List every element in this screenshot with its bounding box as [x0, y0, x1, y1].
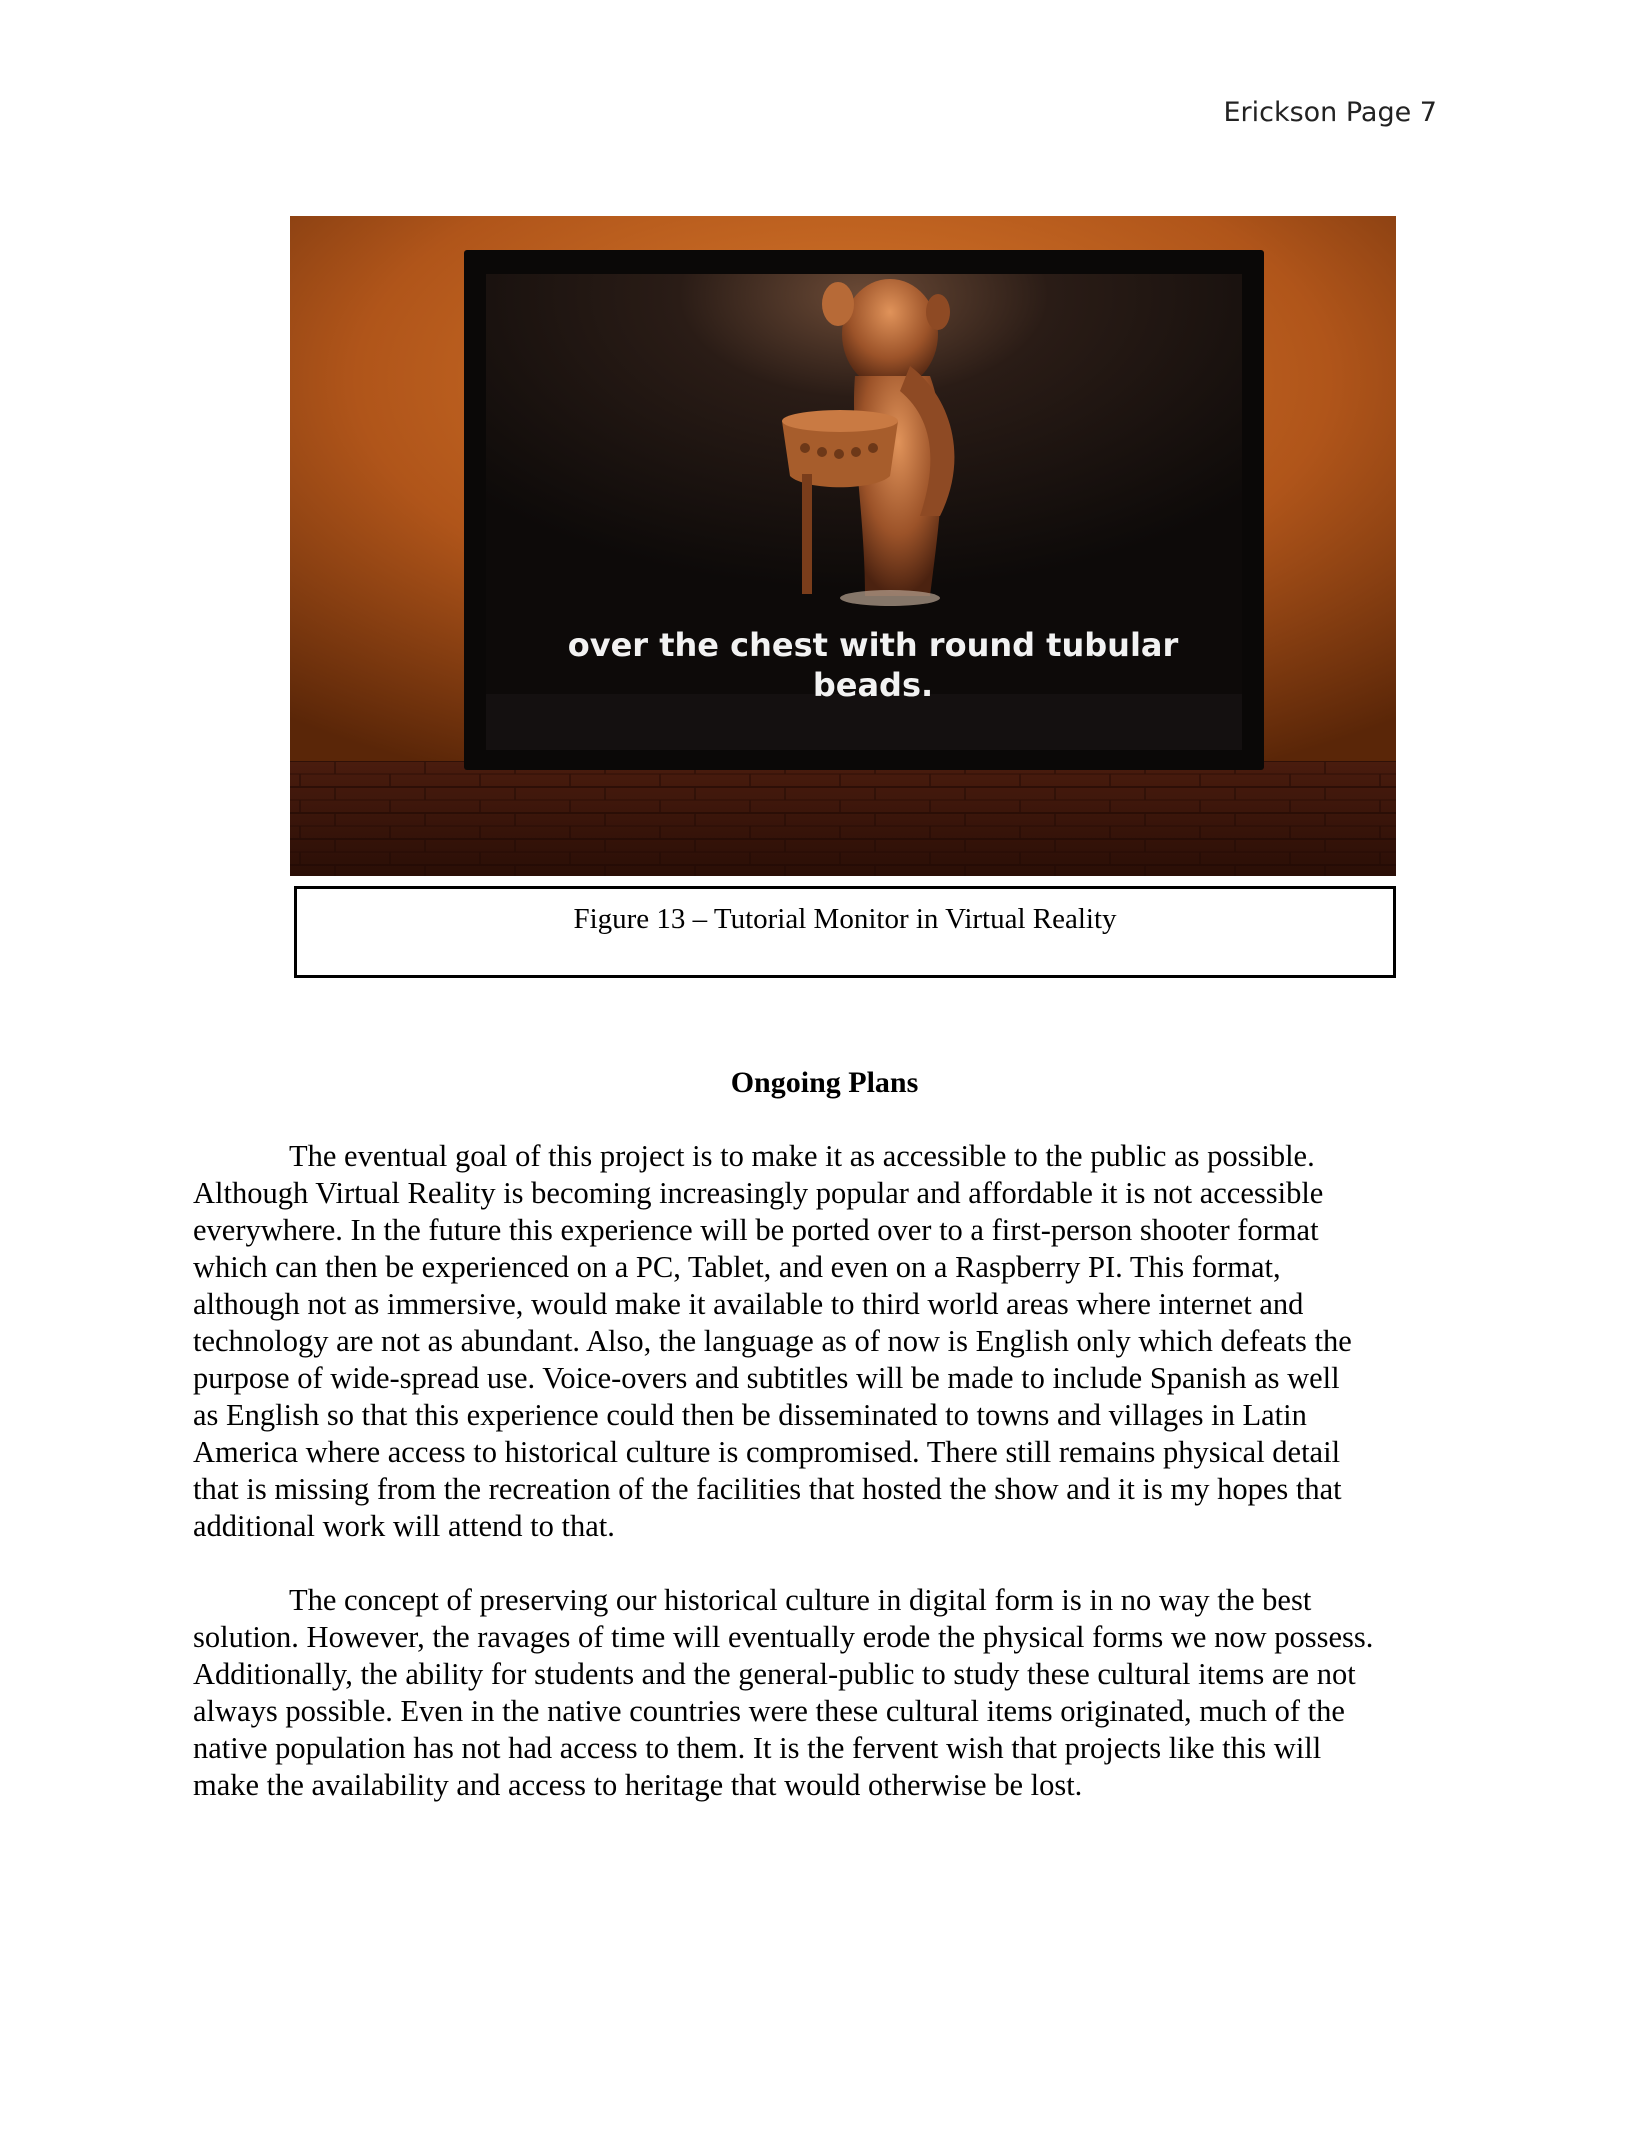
paragraph-line: The concept of preserving our historical culture in digital form is in no way the best [289, 1583, 1312, 1617]
figure-caption: Figure 13 – Tutorial Monitor in Virtual Reality [573, 903, 1117, 935]
running-header: Erickson Page 7 [1223, 97, 1437, 128]
paragraph-line: Although Virtual Reality is becoming increasingly popular and affordable it is not accessible [193, 1176, 1324, 1210]
figure-image [290, 216, 1396, 876]
figure-caption-box [294, 886, 1396, 978]
section-heading: Ongoing Plans [730, 1066, 919, 1099]
paragraph-line: always possible. Even in the native countries were these cultural items originated, much of the [193, 1694, 1345, 1728]
paragraph-line: native population has not had access to them. It is the fervent wish that projects like this will [193, 1731, 1322, 1765]
paragraph-line: The eventual goal of this project is to make it as accessible to the public as possible. [289, 1139, 1315, 1173]
paragraph-line: although not as immersive, would make it available to third world areas where internet and [193, 1287, 1304, 1321]
paragraph-line: which can then be experienced on a PC, Tablet, and even on a Raspberry PI. This format, [193, 1250, 1281, 1284]
body-paragraph [193, 1138, 1352, 1545]
subtitle-line-2: beads. [812, 666, 934, 704]
paragraph-line: that is missing from the recreation of the facilities that hosted the show and it is my hopes that [193, 1472, 1342, 1506]
paragraph-line: additional work will attend to that. [193, 1509, 615, 1543]
paragraph-line: purpose of wide-spread use. Voice-overs and subtitles will be made to include Spanish as well [193, 1361, 1340, 1395]
paragraph-line: technology are not as abundant. Also, the language as of now is English only which defeats the [193, 1324, 1352, 1358]
paragraph-line: as English so that this experience could then be disseminated to towns and villages in Latin [193, 1398, 1307, 1432]
vr-scene-illustration [290, 216, 1396, 876]
paragraph-line: solution. However, the ravages of time will eventually erode the physical forms we now possess. [193, 1620, 1374, 1654]
paragraph-line: everywhere. In the future this experience will be ported over to a first-person shooter format [193, 1213, 1319, 1247]
body-paragraph [193, 1582, 1373, 1804]
paragraph-line: Additionally, the ability for students and the general-public to study these cultural items are not [193, 1657, 1356, 1691]
paragraph-line: America where access to historical culture is compromised. There still remains physical detail [193, 1435, 1341, 1469]
paragraph-line: make the availability and access to heritage that would otherwise be lost. [193, 1768, 1083, 1802]
subtitle-line-1: over the chest with round tubular [567, 626, 1179, 664]
